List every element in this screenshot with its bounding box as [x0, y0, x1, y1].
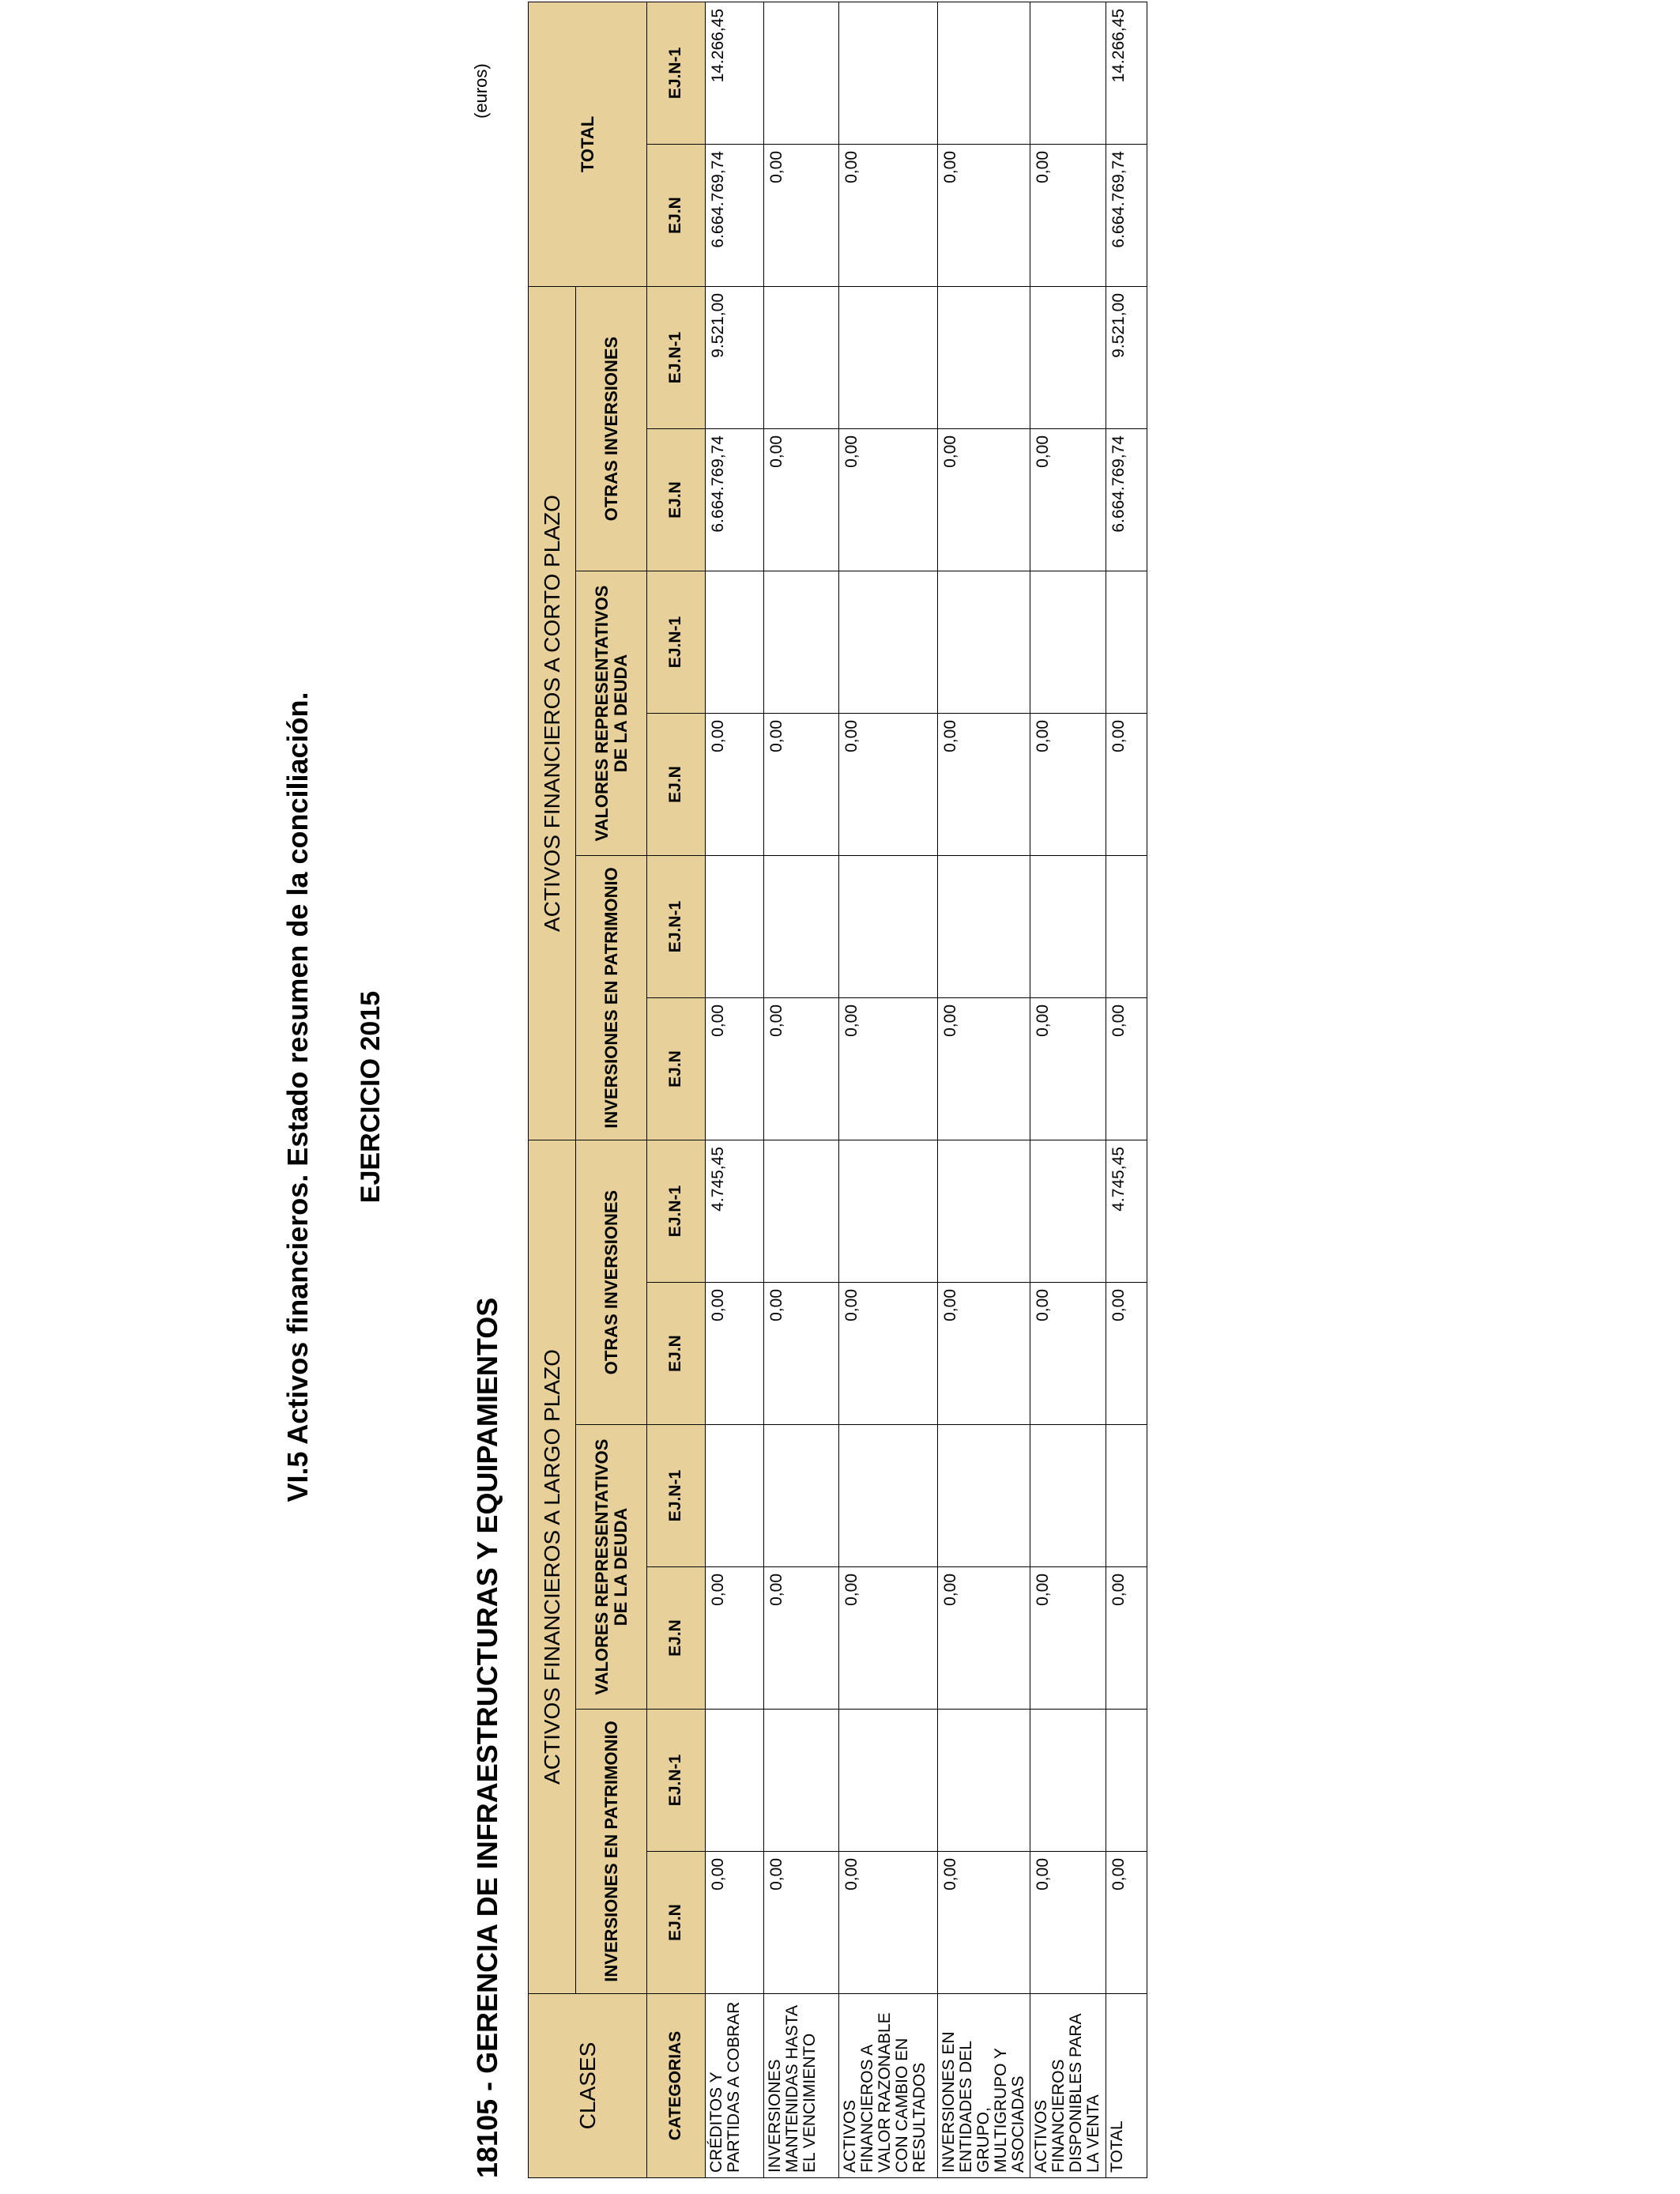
cell-value: [764, 1710, 839, 1852]
cell-value: 0,00: [706, 1852, 764, 1994]
cell-value: [706, 856, 764, 998]
col-ej-n1: EJ.N-1: [647, 1710, 706, 1852]
col-ej-n1: EJ.N-1: [647, 2, 706, 144]
cell-value: 0,00: [764, 1283, 839, 1425]
cell-value: 0,00: [1106, 714, 1147, 856]
cell-value: [839, 1425, 938, 1567]
fiscal-year: EJERCICIO 2015: [356, 990, 386, 1204]
cell-value: [839, 856, 938, 998]
long-term-header: ACTIVOS FINANCIEROS A LARGO PLAZO: [529, 1140, 576, 1994]
cell-value: 0,00: [839, 429, 938, 571]
row-label: INVERSIONES EN ENTIDADES DEL GRUPO, MULTIGRUPO Y ASOCIADAS: [938, 1994, 1030, 2178]
cell-value: [839, 2, 938, 144]
cell-value: 9.521,00: [706, 287, 764, 429]
col-ej-n: EJ.N: [647, 714, 706, 856]
short-term-header: ACTIVOS FINANCIEROS A CORTO PLAZO: [529, 287, 576, 1140]
cell-value: [764, 1425, 839, 1567]
row-label: INVERSIONES MANTENIDAS HASTA EL VENCIMIENTO: [764, 1994, 839, 2178]
cell-value: 6.664.769,74: [706, 429, 764, 571]
cell-value: 0,00: [938, 429, 1030, 571]
total-header: TOTAL: [529, 2, 647, 286]
cell-value: 0,00: [1030, 1567, 1106, 1710]
cell-value: 0,00: [764, 1852, 839, 1994]
cell-value: [938, 2, 1030, 144]
cell-value: 0,00: [1030, 998, 1106, 1140]
col-ej-n1: EJ.N-1: [647, 571, 706, 714]
col-ej-n: EJ.N: [647, 1567, 706, 1710]
table-row: [706, 2, 764, 2177]
col-ej-n1: EJ.N-1: [647, 1425, 706, 1567]
table-row: [764, 2, 839, 2177]
cell-value: [938, 1425, 1030, 1567]
currency-unit: (euros): [471, 63, 491, 119]
col-ej-n1: EJ.N-1: [647, 287, 706, 429]
cell-value: [764, 287, 839, 429]
cell-value: [1030, 1710, 1106, 1852]
cell-value: 0,00: [839, 714, 938, 856]
cell-value: [1030, 287, 1106, 429]
row-label: CRÉDITOS Y PARTIDAS A COBRAR: [706, 1994, 764, 2178]
cell-value: [764, 856, 839, 998]
cell-value: 14.266,45: [706, 2, 764, 144]
lp-valores-deuda-header: VALORES REPRESENTATIVOS DE LA DEUDA: [576, 1425, 647, 1710]
table-row: [1106, 2, 1147, 2177]
cell-value: 0,00: [839, 1283, 938, 1425]
cell-value: 0,00: [938, 1852, 1030, 1994]
cell-value: [764, 571, 839, 714]
cell-value: 6.664.769,74: [706, 145, 764, 287]
cell-value: [1030, 571, 1106, 714]
cell-value: [839, 287, 938, 429]
cell-value: [839, 1710, 938, 1852]
cell-value: 0,00: [764, 998, 839, 1140]
cell-value: 0,00: [1030, 714, 1106, 856]
cell-value: [706, 1425, 764, 1567]
cell-value: 0,00: [764, 429, 839, 571]
cell-value: [938, 1710, 1030, 1852]
cell-value: [1030, 2, 1106, 144]
cell-value: 0,00: [1030, 1283, 1106, 1425]
cell-value: 0,00: [764, 1567, 839, 1710]
cell-value: 0,00: [764, 145, 839, 287]
lp-otras-inversiones-header: OTRAS INVERSIONES: [576, 1140, 647, 1425]
cell-value: 0,00: [938, 998, 1030, 1140]
cell-value: [938, 1140, 1030, 1283]
col-ej-n: EJ.N: [647, 1283, 706, 1425]
clases-header: CLASES: [529, 1994, 647, 2178]
cell-value: 0,00: [764, 714, 839, 856]
cell-value: 0,00: [839, 145, 938, 287]
financial-assets-table: [528, 2, 1147, 2178]
cell-value: 14.266,45: [1106, 2, 1147, 144]
col-ej-n: EJ.N: [647, 1852, 706, 1994]
cell-value: [1030, 1425, 1106, 1567]
cell-value: 0,00: [706, 1567, 764, 1710]
organization-name: 18105 - GERENCIA DE INFRAESTRUCTURAS Y EQUIPAMIENTOS: [471, 1297, 503, 2178]
cell-value: 0,00: [839, 1852, 938, 1994]
cell-value: 4.745,45: [1106, 1140, 1147, 1283]
cell-value: [938, 856, 1030, 998]
cell-value: 0,00: [839, 1567, 938, 1710]
row-label: TOTAL: [1106, 1994, 1147, 2178]
cell-value: [839, 571, 938, 714]
cell-value: [1030, 856, 1106, 998]
cell-value: [938, 287, 1030, 429]
row-label: ACTIVOS FINANCIEROS DISPONIBLES PARA LA VENTA: [1030, 1994, 1106, 2178]
cell-value: 0,00: [938, 1567, 1030, 1710]
cell-value: [1106, 571, 1147, 714]
row-label: ACTIVOS FINANCIEROS A VALOR RAZONABLE CON CAMBIO EN RESULTADOS: [839, 1994, 938, 2178]
col-ej-n1: EJ.N-1: [647, 856, 706, 998]
cell-value: 0,00: [1106, 1567, 1147, 1710]
cell-value: 6.664.769,74: [1106, 145, 1147, 287]
cell-value: [706, 571, 764, 714]
cell-value: 0,00: [706, 998, 764, 1140]
cell-value: 9.521,00: [1106, 287, 1147, 429]
lp-inversiones-patrimonio-header: INVERSIONES EN PATRIMONIO: [576, 1710, 647, 1994]
cell-value: 0,00: [706, 714, 764, 856]
cell-value: [1106, 1710, 1147, 1852]
cell-value: 0,00: [706, 1283, 764, 1425]
cell-value: 0,00: [839, 998, 938, 1140]
col-ej-n: EJ.N: [647, 998, 706, 1140]
table-row: [938, 2, 1030, 2177]
col-ej-n1: EJ.N-1: [647, 1140, 706, 1283]
cell-value: [1106, 856, 1147, 998]
cp-inversiones-patrimonio-header: INVERSIONES EN PATRIMONIO: [576, 856, 647, 1140]
cell-value: [706, 1710, 764, 1852]
cell-value: 4.745,45: [706, 1140, 764, 1283]
cp-valores-deuda-header: VALORES REPRESENTATIVOS DE LA DEUDA: [576, 571, 647, 856]
cell-value: [839, 1140, 938, 1283]
cell-value: 0,00: [938, 714, 1030, 856]
categorias-header: CATEGORIAS: [647, 1994, 706, 2178]
cell-value: 6.664.769,74: [1106, 429, 1147, 571]
cp-otras-inversiones-header: OTRAS INVERSIONES: [576, 287, 647, 571]
cell-value: [938, 571, 1030, 714]
cell-value: 0,00: [1030, 145, 1106, 287]
cell-value: 0,00: [1030, 1852, 1106, 1994]
cell-value: 0,00: [1106, 998, 1147, 1140]
cell-value: 0,00: [938, 145, 1030, 287]
table-row: [1030, 2, 1106, 2177]
cell-value: [1030, 1140, 1106, 1283]
cell-value: 0,00: [938, 1283, 1030, 1425]
col-ej-n: EJ.N: [647, 429, 706, 571]
col-ej-n: EJ.N: [647, 145, 706, 287]
cell-value: [764, 1140, 839, 1283]
cell-value: 0,00: [1030, 429, 1106, 571]
cell-value: 0,00: [1106, 1852, 1147, 1994]
table-row: [839, 2, 938, 2177]
page-title: VI.5 Activos financieros. Estado resumen de la conciliación.: [281, 692, 314, 1502]
cell-value: [764, 2, 839, 144]
cell-value: 0,00: [1106, 1283, 1147, 1425]
cell-value: [1106, 1425, 1147, 1567]
